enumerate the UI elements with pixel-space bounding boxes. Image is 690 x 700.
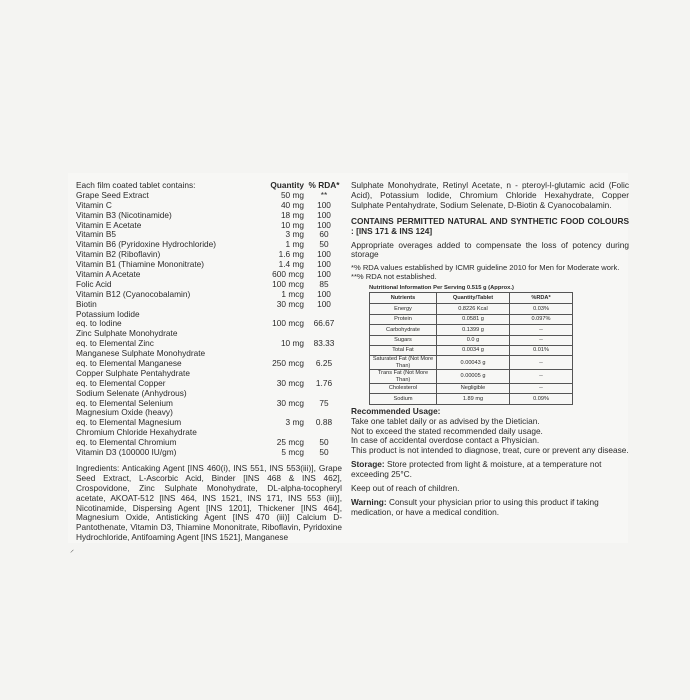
nutrition-row bbox=[370, 325, 573, 335]
nutrient-quantity: 1.4 mg bbox=[278, 259, 304, 270]
nutrition-table bbox=[369, 285, 573, 405]
nutrient-quantity: 30 mcg bbox=[276, 377, 304, 388]
nutrition-nutrient: Protein bbox=[370, 314, 437, 324]
nutrient-quantity: 18 mg bbox=[280, 209, 304, 220]
nutrition-nutrient: Energy bbox=[370, 304, 437, 314]
nutrient-quantity: 5 mcg bbox=[281, 447, 304, 458]
nutrition-rda: -- bbox=[510, 335, 573, 345]
composition-rows bbox=[76, 191, 342, 458]
nutrient-quantity: 10 mg bbox=[280, 338, 304, 349]
nutrient-rda: 1.76 bbox=[315, 377, 333, 388]
nutrient-name: eq. to Elemental Copper bbox=[76, 377, 166, 388]
nutrition-quantity: 0.0034 g bbox=[437, 345, 510, 355]
usage-line-2: Not to exceed the stated recommended daily usage. bbox=[351, 425, 543, 436]
nutrient-rda: 100 bbox=[317, 269, 331, 280]
quantity-header: Quantity bbox=[270, 180, 304, 190]
nutrient-quantity: 600 mcg bbox=[272, 269, 304, 280]
nutrient-name: Folic Acid bbox=[76, 278, 112, 289]
nutrition-quantity: 0.0 g bbox=[437, 335, 510, 345]
nutrition-rda: 0.097% bbox=[510, 314, 573, 324]
nutrient-quantity: 25 mcg bbox=[276, 437, 304, 448]
ingredients-continued: Sulphate Monohydrate, Retinyl Acetate, n - pteroyl-l-glutamic acid (Folic Acid), Potassium Iodide, Chromium Chloride Hexahydrate, Copper Sulphate Pentahydrate, Sodium Selenate, D-Biotin & Cyanocobalamin. bbox=[351, 180, 629, 210]
nutrition-row bbox=[370, 335, 573, 345]
nutrients-col-header: Nutrients bbox=[370, 293, 437, 304]
nutrient-name: eq. to Elemental Zinc bbox=[76, 338, 154, 349]
warning-label: Warning: bbox=[351, 496, 387, 507]
nutrient-rda: 0.88 bbox=[315, 417, 333, 428]
warning-statement bbox=[351, 498, 629, 518]
nutrient-name: Sodium Selenate (Anhydrous) bbox=[76, 387, 187, 398]
nutrient-name: Vitamin B6 (Pyridoxine Hydrochloride) bbox=[76, 239, 217, 250]
nutrition-rda: 0.03% bbox=[510, 304, 573, 314]
nutrient-rda: 75 bbox=[319, 397, 329, 408]
nutrient-name: Potassium Iodide bbox=[76, 308, 140, 319]
nutrient-rda: 50 bbox=[319, 447, 329, 458]
nutrition-row bbox=[370, 345, 573, 355]
warning-text: Consult your physician prior to using this product if taking medication, or have a medical condition. bbox=[351, 496, 599, 517]
nutrient-quantity: 50 mg bbox=[280, 189, 304, 200]
nutrition-rda: 0.09% bbox=[510, 394, 573, 404]
rda-header: % RDA* bbox=[308, 180, 340, 190]
nutrient-name: Biotin bbox=[76, 298, 97, 309]
nutrient-quantity: 3 mg bbox=[285, 417, 304, 428]
nutrient-name: Vitamin B3 (Nicotinamide) bbox=[76, 209, 172, 220]
nutrition-nutrient: Sodium bbox=[370, 394, 437, 404]
nutrient-quantity: 1 mg bbox=[285, 239, 304, 250]
nutrient-rda: 100 bbox=[317, 259, 331, 270]
nutrition-quantity: 0.1399 g bbox=[437, 325, 510, 335]
nutrition-row bbox=[370, 370, 573, 384]
nutrient-rda: 100 bbox=[317, 298, 331, 309]
nutrition-row bbox=[370, 304, 573, 314]
nutrient-name: Zinc Sulphate Monohydrate bbox=[76, 328, 178, 339]
nutrient-name: eq. to Iodine bbox=[76, 318, 122, 329]
nutrient-quantity: 40 mg bbox=[280, 199, 304, 210]
composition-column bbox=[76, 181, 342, 543]
nutrient-name: Vitamin B5 bbox=[76, 229, 116, 240]
nutrition-quantity: 0.00043 g bbox=[437, 356, 510, 370]
nutrient-quantity: 30 mcg bbox=[276, 298, 304, 309]
nutrition-caption: Nutritional Information Per Serving 0.515 g (Approx.) bbox=[369, 284, 514, 291]
nutrition-quantity: 0.0581 g bbox=[437, 314, 510, 324]
nutrition-quantity: 1.89 mg bbox=[437, 394, 510, 404]
nutrient-name: eq. to Elemental Selenium bbox=[76, 397, 173, 408]
nutrient-rda: 85 bbox=[319, 278, 329, 289]
nutrient-rda: 6.25 bbox=[315, 358, 333, 369]
storage-text: Store protected from light & moisture, at a temperature not exceeding 25°C. bbox=[351, 459, 602, 480]
nutrient-name: Vitamin C bbox=[76, 199, 112, 210]
nutrient-quantity: 100 mcg bbox=[272, 318, 304, 329]
nutrient-quantity: 100 mcg bbox=[272, 278, 304, 289]
nutrient-name: Vitamin E Acetate bbox=[76, 219, 142, 230]
nutrient-name: Grape Seed Extract bbox=[76, 189, 149, 200]
rda-note-2: **% RDA not established. bbox=[351, 272, 437, 282]
nutrient-quantity: 3 mg bbox=[285, 229, 304, 240]
nutrition-body bbox=[370, 304, 573, 404]
nutrient-rda: 50 bbox=[319, 437, 329, 448]
nutrition-quantity: 0.8226 Kcal bbox=[437, 304, 510, 314]
nutrient-rda: 60 bbox=[319, 229, 329, 240]
nutrition-quantity: Negligible bbox=[437, 383, 510, 393]
nutrient-rda: 66.67 bbox=[313, 318, 335, 329]
nutrient-name: eq. to Elemental Magnesium bbox=[76, 417, 182, 428]
nutrition-nutrient: Saturated Fat (Not More Than) bbox=[370, 356, 437, 370]
nutrient-rda: 83.33 bbox=[313, 338, 335, 349]
nutrient-rda: 100 bbox=[317, 199, 331, 210]
usage-line-3: In case of accidental overdose contact a Physician. bbox=[351, 435, 540, 446]
rda-col-header: %RDA* bbox=[510, 293, 573, 304]
nutrient-rda: 50 bbox=[319, 239, 329, 250]
nutrition-nutrient: Sugars bbox=[370, 335, 437, 345]
nutrient-name: Chromium Chloride Hexahydrate bbox=[76, 427, 197, 438]
nutrition-row bbox=[370, 314, 573, 324]
nutrient-name: eq. to Elemental Manganese bbox=[76, 358, 182, 369]
rda-note-1: *% RDA values established by ICMR guideline 2010 for Men for Moderate work. bbox=[351, 263, 620, 273]
nutrition-row bbox=[370, 383, 573, 393]
info-column bbox=[351, 181, 629, 518]
nutrition-row bbox=[370, 356, 573, 370]
nutrient-quantity: 1.6 mg bbox=[278, 249, 304, 260]
nutrient-quantity: 10 mg bbox=[280, 219, 304, 230]
nutrition-row bbox=[370, 394, 573, 404]
nutrition-header-row bbox=[370, 293, 573, 304]
nutrient-rda: 100 bbox=[317, 288, 331, 299]
composition-row bbox=[76, 448, 342, 458]
nutrition-quantity: 0.00005 g bbox=[437, 370, 510, 384]
nutrition-rda: -- bbox=[510, 356, 573, 370]
nutrient-quantity: 250 mcg bbox=[272, 358, 304, 369]
nutrient-name: Copper Sulphate Pentahydrate bbox=[76, 367, 190, 378]
nutrient-name: eq. to Elemental Chromium bbox=[76, 437, 177, 448]
usage-title: Recommended Usage: bbox=[351, 405, 441, 416]
nutrition-rda: -- bbox=[510, 325, 573, 335]
overages-note: Appropriate overages added to compensate the loss of potency during storage bbox=[351, 239, 629, 260]
colours-statement: CONTAINS PERMITTED NATURAL AND SYNTHETIC FOOD COLOURS : [INS 171 & INS 124] bbox=[351, 215, 629, 236]
nutrition-rda: -- bbox=[510, 370, 573, 384]
nutrient-rda: 100 bbox=[317, 219, 331, 230]
nutrient-rda: ** bbox=[320, 189, 328, 200]
nutrient-rda: 100 bbox=[317, 209, 331, 220]
keep-out-statement: Keep out of reach of children. bbox=[351, 483, 460, 494]
nutrition-rda: -- bbox=[510, 383, 573, 393]
nutrient-name: Vitamin A Acetate bbox=[76, 269, 141, 280]
nutrient-name: Vitamin B1 (Thiamine Mononitrate) bbox=[76, 259, 205, 270]
nutrient-name: Manganese Sulphate Monohydrate bbox=[76, 348, 206, 359]
nutrient-name: Vitamin D3 (100000 IU/gm) bbox=[76, 447, 177, 458]
nutrient-name: Vitamin B12 (Cyanocobalamin) bbox=[76, 288, 191, 299]
nutrient-name: Vitamin B2 (Riboflavin) bbox=[76, 249, 161, 260]
nutrient-name: Magnesium Oxide (heavy) bbox=[76, 407, 173, 418]
nutrition-nutrient: Carbohydrate bbox=[370, 325, 437, 335]
storage-statement bbox=[351, 460, 629, 480]
nutrition-rda: 0.01% bbox=[510, 345, 573, 355]
nutrient-quantity: 1 mcg bbox=[281, 288, 304, 299]
storage-label: Storage: bbox=[351, 459, 385, 470]
nutrition-nutrient: Trans Fat (Not More Than) bbox=[370, 370, 437, 384]
nutrient-rda: 100 bbox=[317, 249, 331, 260]
corner-mark: ⸝ bbox=[70, 545, 74, 554]
nutrition-nutrient: Cholesterol bbox=[370, 383, 437, 393]
ingredients-text: Ingredients: Anticaking Agent [INS 460(i), INS 551, INS 553(iii)], Grape Seed Extract, L-Ascorbic Acid, Binder [INS 468 & INS 462], Crospovidone, Zinc Sulphate Monohydrate, DL-alpha-tocopheryl acetate, AKOAT-512 [INS 464, INS 1521, INS 171, INS 553 (iii)], Nicotinamide, Dispersing Agent [INS 1201], Thickener [INS 464], Magnesium Oxide, Antisticking Agent [INS 470 (iii)] Calcium D-Pantothenate, Vitamin D3, Thiamine Mononitrate, Riboflavin, Pyridoxine Hydrochloride, Antifoaming Agent [INS 1521], Manganese bbox=[76, 462, 342, 543]
usage-line-4: This product is not intended to diagnose, treat, cure or prevent any disease. bbox=[351, 445, 629, 456]
usage-line-1: Take one tablet daily or as advised by the Dietician. bbox=[351, 415, 540, 426]
composition-heading: Each film coated tablet contains: bbox=[76, 180, 196, 190]
quantity-col-header: Quantity/Tablet bbox=[437, 293, 510, 304]
nutrient-quantity: 30 mcg bbox=[276, 397, 304, 408]
nutrition-nutrient: Total Fat bbox=[370, 345, 437, 355]
